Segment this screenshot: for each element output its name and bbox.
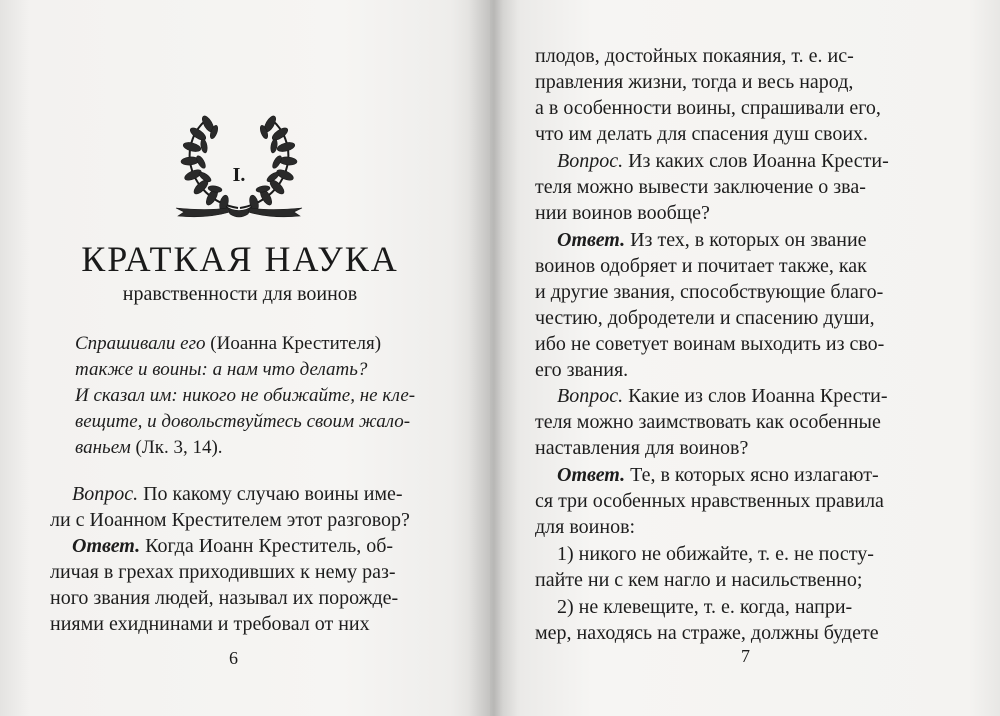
- chapter-number: I.: [232, 164, 246, 186]
- page-number: 6: [229, 648, 238, 668]
- question-line: теля можно вывести заключение о зва-: [535, 176, 866, 198]
- body-line: что им делать для спасения душ своих.: [535, 123, 869, 145]
- body-line: правления жизни, тогда и весь народ,: [535, 71, 854, 93]
- answer-line: Ответ. Когда Иоанн Креститель, об-: [72, 535, 394, 557]
- answer-label: Ответ.: [72, 535, 141, 557]
- answer-line: ного звания людей, называл их порожде-: [50, 587, 399, 609]
- answer-line: его звания.: [535, 359, 629, 381]
- answer-line: Ответ. Те, в которых ясно излагают-: [557, 464, 879, 486]
- epigraph-line: ваньем (Лк. 3, 14).: [75, 437, 223, 458]
- right-page: [490, 0, 1000, 716]
- answer-line: Ответ. Из тех, в которых он звание: [557, 229, 867, 251]
- question-line: ли с Иоанном Крестителем этот разговор?: [50, 509, 410, 531]
- question-label: Вопрос.: [72, 483, 139, 505]
- rule-line: 2) не клевещите, т. е. когда, напри-: [557, 596, 853, 618]
- rule-line: мер, находясь на страже, должны будете: [535, 622, 879, 644]
- answer-line: ся три особенных нравственных правила: [535, 490, 884, 512]
- answer-line: честию, добродетели и спасению души,: [535, 307, 875, 329]
- question-line: Вопрос. Какие из слов Иоанна Крести-: [557, 385, 888, 407]
- body-line: плодов, достойных покаяния, т. е. ис-: [535, 45, 854, 67]
- question-label: Вопрос.: [557, 385, 624, 407]
- rule-line: 1) никого не обижайте, т. е. не посту-: [557, 543, 874, 565]
- answer-label: Ответ.: [557, 229, 626, 251]
- body-line: а в особенности воины, спрашивали его,: [535, 97, 881, 119]
- left-page: [0, 0, 490, 716]
- chapter-title: КРАТКАЯ НАУКА: [81, 239, 399, 279]
- chapter-subtitle: нравственности для воинов: [122, 283, 358, 305]
- answer-line: для воинов:: [535, 516, 636, 538]
- answer-line: личая в грехах приходивших к нему раз-: [50, 561, 396, 583]
- answer-line: ибо не советует воинам выходить из сво-: [535, 333, 885, 355]
- question-line: Вопрос. По какому случаю воины име-: [72, 483, 403, 505]
- page-number: 7: [741, 646, 750, 666]
- question-line: нии воинов вообще?: [535, 202, 710, 224]
- epigraph-line: также и воины: а нам что делать?: [75, 359, 368, 380]
- question-line: наставления для воинов?: [535, 437, 749, 459]
- answer-label: Ответ.: [557, 464, 626, 486]
- answer-line: ниями ехиднинами и требовал от них: [50, 613, 370, 635]
- laurel-wreath-emblem: [168, 112, 310, 224]
- question-line: теля можно заимствовать как особенные: [535, 411, 881, 433]
- question-label: Вопрос.: [557, 150, 624, 172]
- epigraph-line: И сказал им: никого не обижайте, не кле-: [75, 385, 416, 406]
- epigraph-line: вещите, и довольствуйтесь своим жало-: [75, 411, 411, 432]
- epigraph-line: Спрашивали его (Иоанна Крестителя): [75, 333, 382, 354]
- question-line: Вопрос. Из каких слов Иоанна Крести-: [557, 150, 889, 172]
- rule-line: пайте ни с кем нагло и насильственно;: [535, 569, 863, 591]
- answer-line: воинов одобряет и почитает также, как: [535, 255, 867, 277]
- answer-line: и другие звания, способствующие благо-: [535, 281, 884, 303]
